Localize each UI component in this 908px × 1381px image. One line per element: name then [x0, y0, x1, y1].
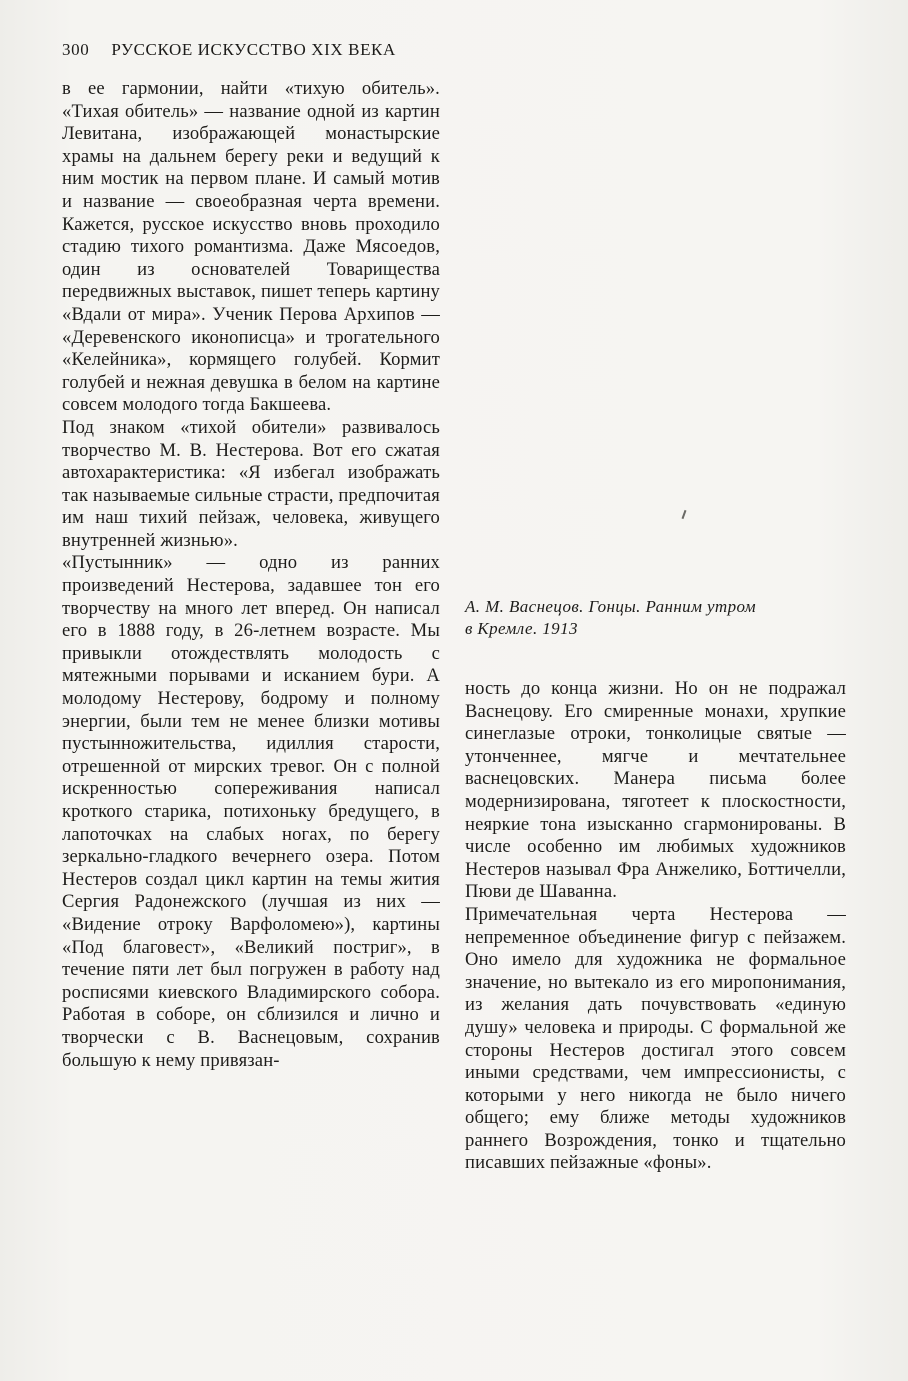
paragraph: Примечательная черта Нестерова — непременное объединение фигур с пейзажем. Оно имело для художника не формальное значение, но вытекало из его миропонимания, из желания дать почувствовать «единую душу» человека и природы. С формальной же стороны Нестеров достигал этого совсем иными средствами, чем импрессионисты, с которыми у него никогда не было ничего общего; ему ближе методы художников раннего Возрождения, тонко и тщательно писавших пейзажные «фоны». [465, 903, 846, 1174]
caption-line: А. М. Васнецов. Гонцы. Ранним утром [465, 597, 757, 616]
caption-line: в Кремле. 1913 [465, 618, 578, 638]
paragraph: Под знаком «тихой обители» развивалось творчество М. В. Нестерова. Вот его сжатая автохарактеристика: «Я избегал изображать так называемые сильные страсти, предпочитая им наш тихий пейзаж, человека, живущего внутренней жизнью». [62, 416, 441, 551]
paragraph: «Пустынник» — одно из ранних произведений Нестерова, задавшее тон его творчеству на много лет вперед. Он написал его в 1888 году, в 26-летнем возрасте. Мы привыкли отождествлять молодость с мятежными порывами и исканием бури. А молодому Нестерову, бодрому и полному энергии, были тем не менее близки мотивы пустынножительства, идиллия старости, отрешенной от мирских тревог. Он с полной искренностью сопереживания написал кроткого старика, потихоньку бредущего, в лапоточках на слабых ногах, по берегу зеркально-гладкого вечернего озера. Потом Нестеров создал цикл картин на темы жития Сергия Радонежского (лучшая из них — «Видение отроку Варфоломею»), картины «Под благовест», «Великий постриг», в течение пяти лет был погружен в работу над росписями киевского Владимирского собора. Работая в соборе, он сблизился и лично и творчески с В. Васнецовым, сохранив большую к нему привязан- [62, 552, 440, 1071]
page-number: 300 [62, 40, 90, 59]
illustration-caption [465, 596, 865, 639]
paragraph: ность до конца жизни. Но он не подражал Васнецову. Его смиренные монахи, хрупкие синеглазые отроки, тонколицые святые — утонченнее, мягче и мечтательнее васнецовских. Манера письма более модернизирована, тяготеет к плоскостности, неяркие тона изысканно сгармонированы. В числе особенно им любимых художников Нестеров называл Фра Анжелико, Боттичелли, Пюви де Шаванна. [465, 678, 846, 903]
right-text-column [465, 678, 846, 1175]
left-text-column [62, 78, 440, 1072]
running-header [62, 40, 462, 60]
paragraph: в ее гармонии, найти «тихую обитель». «Тихая обитель» — название одной из картин Левитана, изображающей монастырские храмы на дальнем берегу реки и ведущий к ним мостик на первом плане. И самый мотив и название — своеобразная черта времени. Кажется, русское искусство вновь проходило стадию тихого романтизма. Даже Мясоедов, один из основателей Товарищества передвижных выставок, пишет теперь картину «Вдали от мира». Ученик Перова Архипов — «Деревенского иконописца» и трогательного «Келейника», кормящего голубей. Кормит голубей и нежная девушка в белом на картине совсем молодого тогда Бакшеева. [62, 78, 440, 416]
running-title: РУССКОЕ ИСКУССТВО XIX ВЕКА [111, 40, 396, 59]
print-speck [682, 510, 687, 519]
